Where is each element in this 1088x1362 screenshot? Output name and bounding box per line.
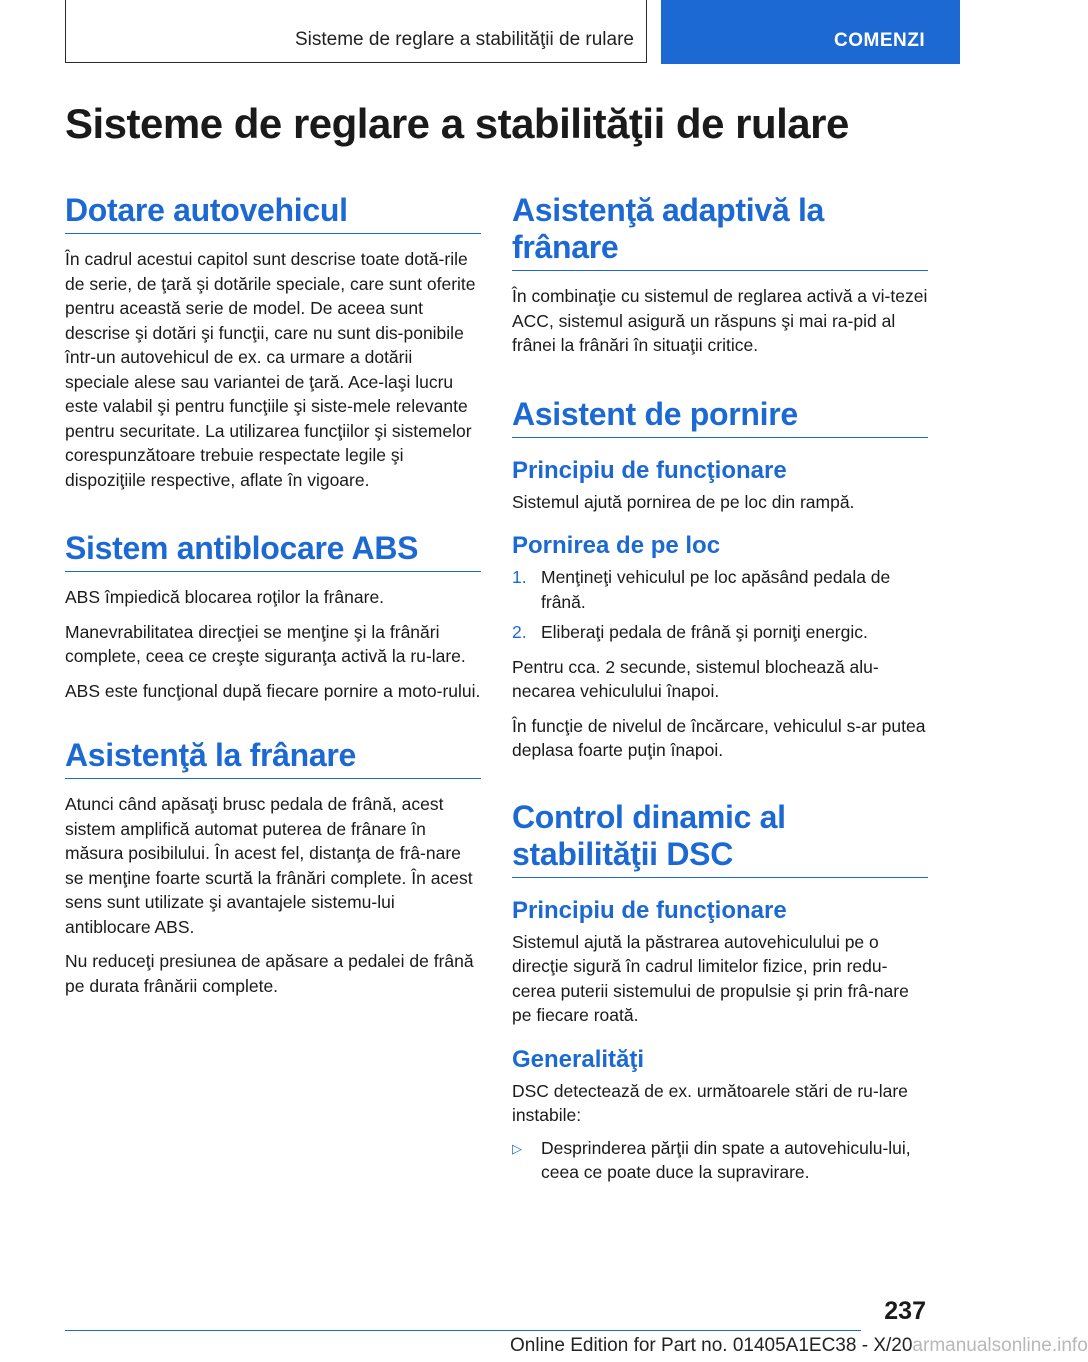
section-heading-brake-assist: Asistenţă la frânare <box>65 737 481 779</box>
bullet-text: Desprinderea părţii din spate a autovehiculu‐lui, ceea ce poate duce la supravirare. <box>541 1137 911 1182</box>
section-paragraph: În cadrul acestui capitol sunt descrise toate dotă‐rile de serie, de ţară şi dotările speciale, care sunt oferite pentru această serie de model. De aceea sunt descrise şi dotări şi funcţii, care nu sunt dis‐ponibile într-un autovehicul de ex. ca urmare a dotării speciale alese sau variantei de ţară. Ace‐laşi lucru este valabil şi pentru funcţiile şi siste‐mele relevante pentru securitate. La utilizarea funcţiilor şi sistemelor corespunzătoare trebuie respectate legile şi dispoziţiile respective, aflate în vigoare. <box>65 249 476 490</box>
list-item <box>512 620 928 645</box>
section-paragraph: Atunci când apăsaţi brusc pedala de frână, acest sistem amplifică automat puterea de frânare în măsura posibilului. În acest fel, distanţa de frâ‐nare se menţine foarte scurtă la frânări complete. În acest sens sunt utilizate şi avantajele sistemu‐lui antiblocare ABS. <box>65 794 473 937</box>
footer-edition <box>510 1335 1088 1357</box>
list-item <box>512 565 928 614</box>
subheading-function-principle: Principiu de funcţionare <box>512 456 787 484</box>
section-paragraph: Nu reduceţi presiunea de apăsare a pedalei de frână pe durata frânării complete. <box>65 951 474 996</box>
section-paragraph: Sistemul ajută la păstrarea autovehiculului pe o direcţie sigură în cadrul limitelor fizice, prin redu‐cerea puterii sistemului de propulsie şi prin frâ‐nare pe fiecare roată. <box>512 931 909 1025</box>
left-column <box>65 188 481 998</box>
step-number: 1. <box>512 567 527 587</box>
section-paragraph: ABS împiedică blocarea roţilor la frânare. <box>65 587 385 607</box>
section-heading-abs: Sistem antiblocare ABS <box>65 530 481 572</box>
section-paragraph: DSC detectează de ex. următoarele stări de ru‐lare instabile: <box>512 1080 908 1125</box>
page-header <box>0 0 960 66</box>
page-number: 237 <box>884 1297 926 1325</box>
subheading-start-from-stop: Pornirea de pe loc <box>512 532 721 559</box>
section-paragraph: Pentru cca. 2 secunde, sistemul blochează alu‐necarea vehiculului înapoi. <box>512 656 879 701</box>
subheading-function-principle: Principiu de funcţionare <box>512 896 787 924</box>
section-heading-equipment: Dotare autovehicul <box>65 192 481 234</box>
bullet-list <box>512 1136 928 1185</box>
header-section-title: Sisteme de reglare a stabilităţii de rulare <box>294 29 634 50</box>
section-paragraph: În funcţie de nivelul de încărcare, vehiculul s-ar putea deplasa foarte puţin înapoi. <box>512 715 926 760</box>
triangle-bullet-icon: ▷ <box>512 1140 522 1156</box>
numbered-list <box>512 565 928 645</box>
header-chapter-label: COMENZI <box>834 30 926 51</box>
section-heading-adaptive-brake: Asistenţă adaptivă la frânare <box>512 192 928 271</box>
subheading-general: Generalităţi <box>512 1045 645 1073</box>
section-paragraph: Manevrabilitatea direcţiei se menţine şi la frânări complete, ceea ce creşte siguranţa activă la ru‐lare. <box>65 621 466 666</box>
header-section-box <box>65 0 647 63</box>
section-paragraph: ABS este funcţional după fiecare pornire a moto‐rului. <box>65 680 481 701</box>
section-heading-start-assist: Asistent de pornire <box>512 396 928 438</box>
section-paragraph: În combinaţie cu sistemul de reglarea activă a vi‐tezei ACC, sistemul asigură un răspuns şi mai ra‐pid al frânei la frânări în situaţii critice. <box>512 286 928 355</box>
page-title: Sisteme de reglare a stabilităţii de rulare <box>65 100 849 147</box>
section-heading-dsc: Control dinamic al stabilităţii DSC <box>512 799 928 878</box>
step-number: 2. <box>512 622 527 642</box>
section-paragraph: Sistemul ajută pornirea de pe loc din rampă. <box>512 491 855 512</box>
list-item <box>512 1136 928 1185</box>
step-text: Menţineţi vehiculul pe loc apăsând pedala de frână. <box>541 567 891 612</box>
footer-edition-text: Online Edition for Part no. 01405A1EC38 - X/20 <box>510 1335 913 1356</box>
step-text: Eliberaţi pedala de frână şi porniţi energic. <box>541 622 868 642</box>
footer-divider <box>65 1330 861 1331</box>
footer-watermark: armanualsonline.info <box>912 1335 1088 1356</box>
header-chapter-tab[interactable] <box>661 0 960 64</box>
right-column <box>512 188 928 1191</box>
